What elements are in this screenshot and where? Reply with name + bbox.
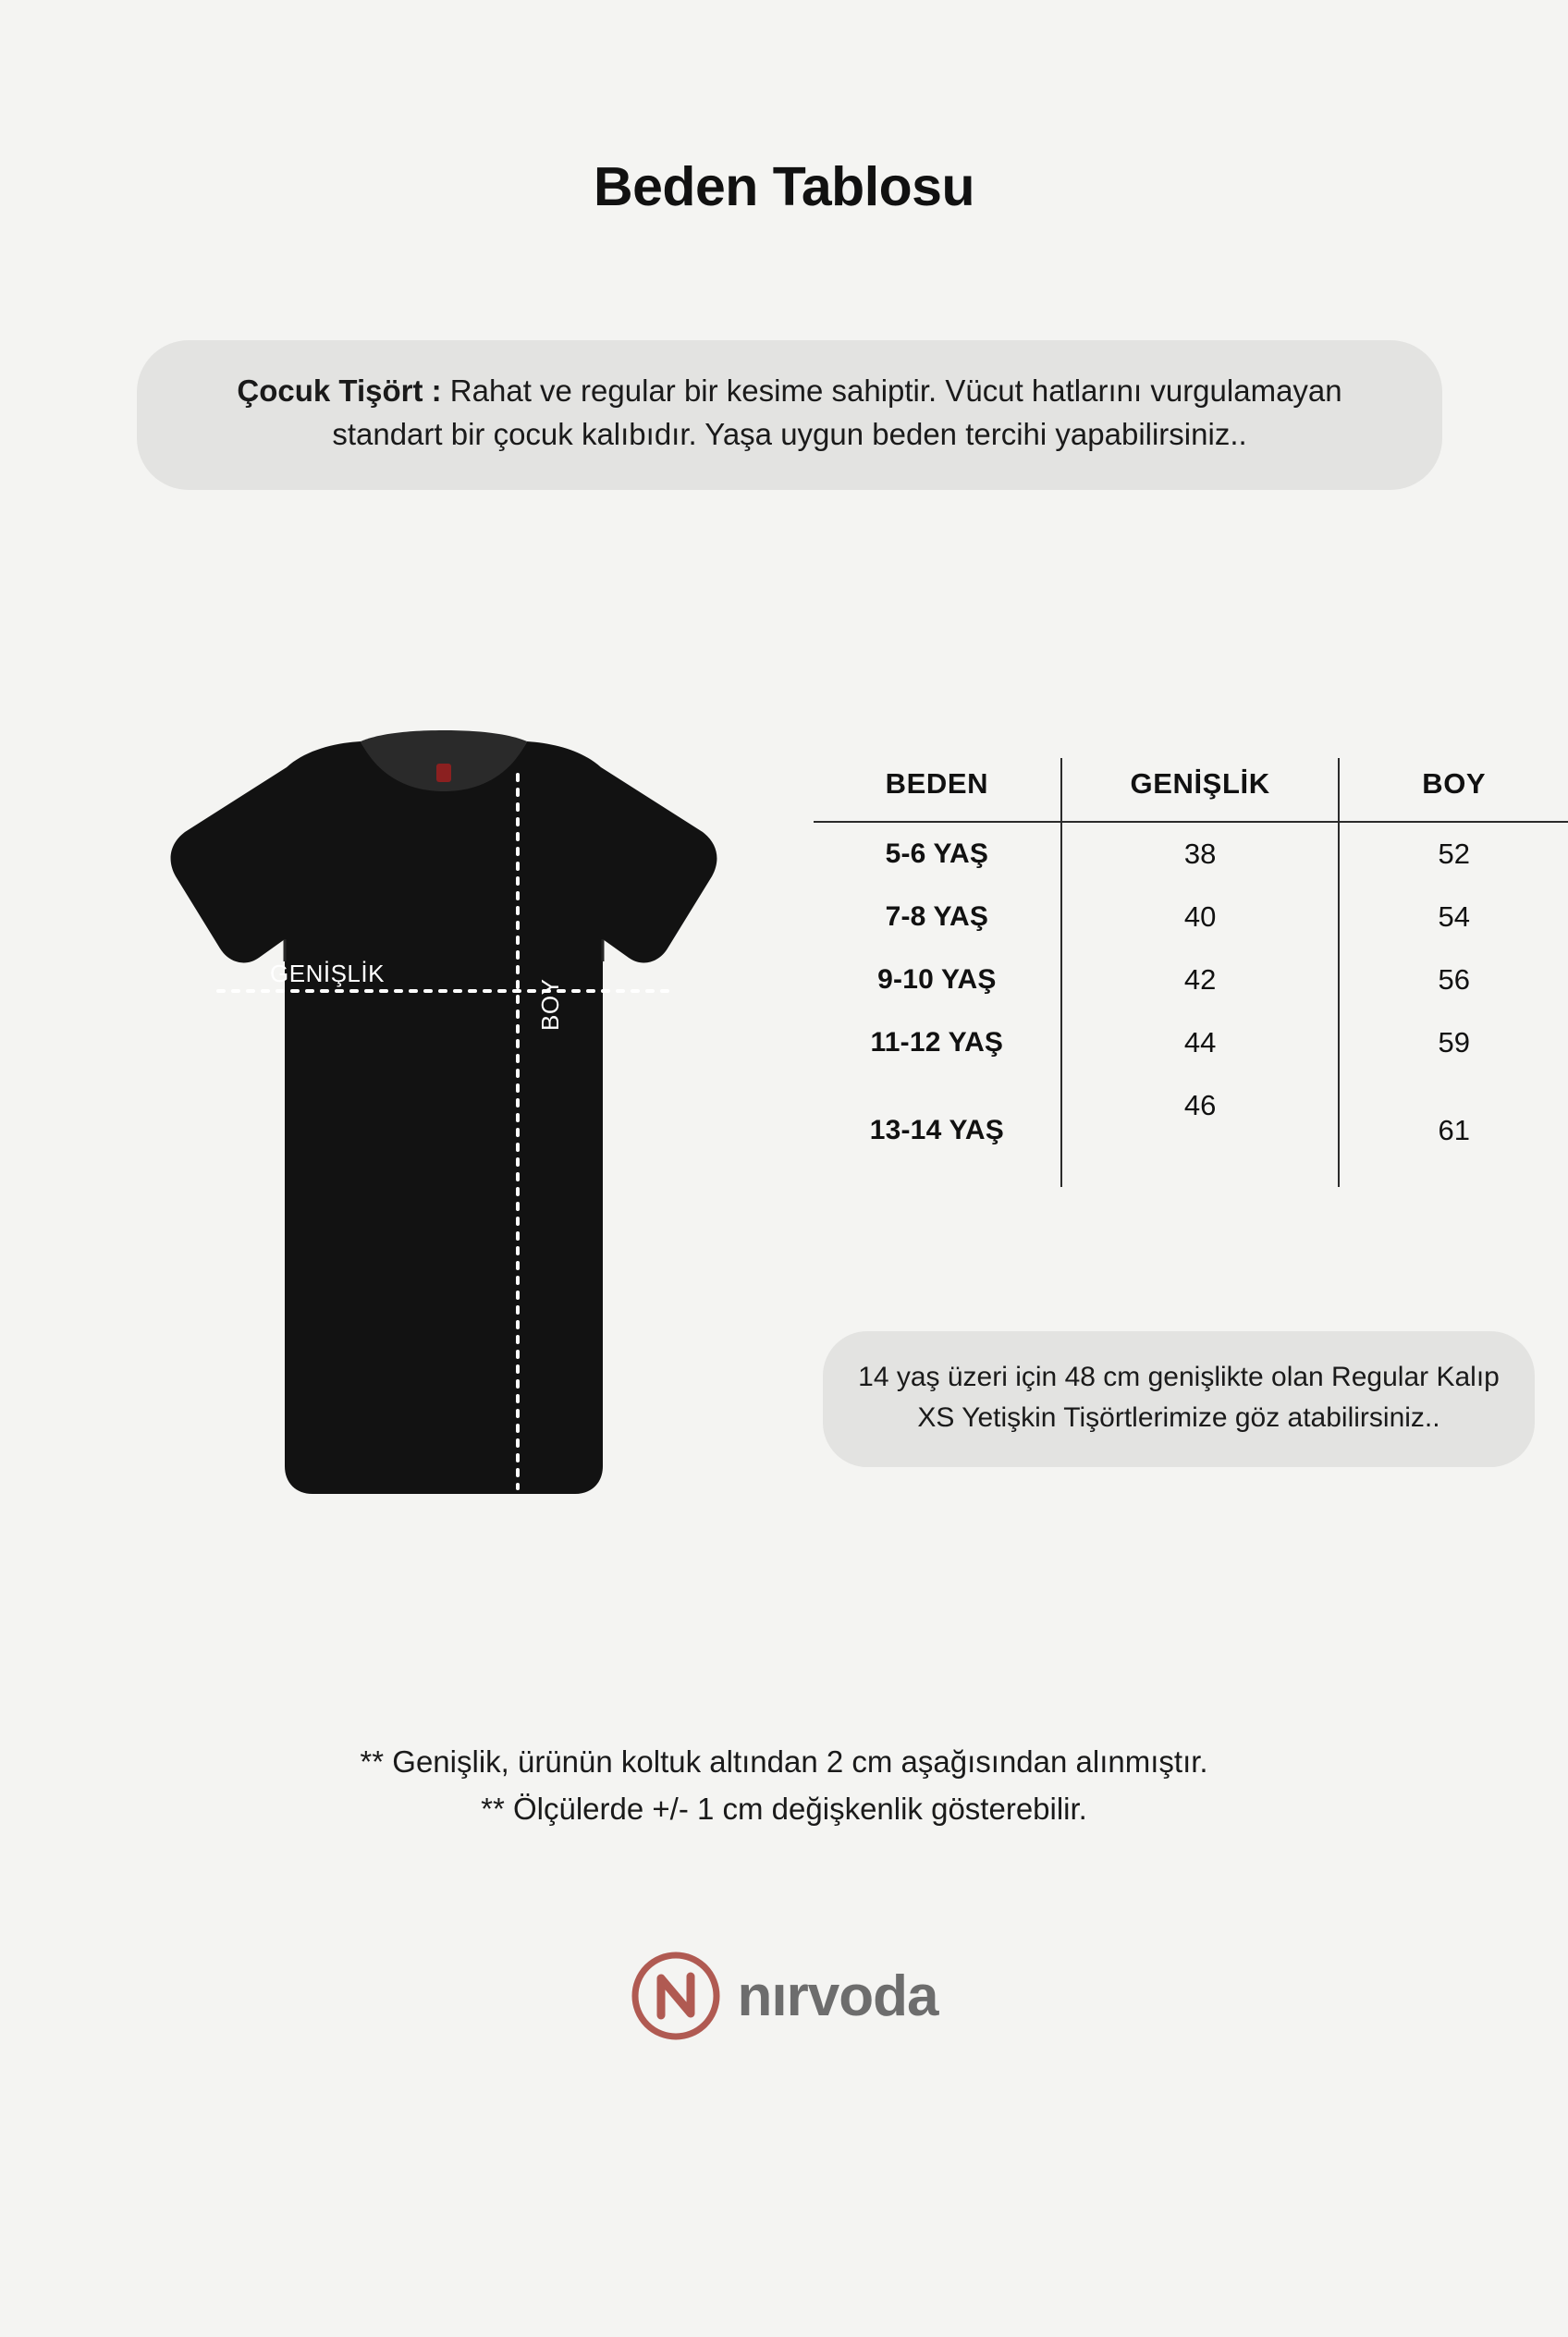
cell-beden: 5-6 YAŞ xyxy=(885,838,989,869)
illustration-length-label: BOY xyxy=(536,978,564,1031)
cell-beden: 13-14 YAŞ xyxy=(869,1115,1004,1145)
cell-genislik: 44 xyxy=(1061,1011,1340,1074)
size-table xyxy=(814,758,1568,1187)
adult-size-note-pill: 14 yaş üzeri için 48 cm genişlikte olan Regular Kalıp XS Yetişkin Tişörtlerimize göz atabilirsiniz.. xyxy=(823,1331,1535,1467)
header-beden: BEDEN xyxy=(885,767,989,800)
intro-label: Çocuk Tişört : xyxy=(237,373,442,408)
page-title: Beden Tablosu xyxy=(593,156,974,217)
cell-boy: 52 xyxy=(1438,838,1470,870)
footnote-2: ** Ölçülerde +/- 1 cm değişkenlik gösterebilir. xyxy=(481,1792,1087,1827)
size-table-body xyxy=(814,822,1568,1187)
header-boy: BOY xyxy=(1422,767,1487,800)
cell-boy: 61 xyxy=(1438,1114,1470,1146)
table-row xyxy=(814,886,1568,948)
intro-description-pill xyxy=(137,340,1442,490)
table-row xyxy=(814,1074,1568,1187)
cell-boy: 59 xyxy=(1438,1026,1470,1058)
footnotes xyxy=(0,1738,1568,1832)
cell-beden: 7-8 YAŞ xyxy=(885,901,989,932)
tshirt-body xyxy=(171,741,717,1494)
tshirt-svg xyxy=(55,730,832,1544)
cell-genislik: 46 xyxy=(1061,1074,1340,1187)
size-table-wrapper xyxy=(814,758,1568,1187)
tshirt-illustration xyxy=(55,730,832,1544)
size-table-head xyxy=(814,758,1568,822)
table-header-row xyxy=(814,758,1568,822)
cell-boy: 56 xyxy=(1438,963,1470,996)
table-row xyxy=(814,948,1568,1011)
cell-genislik: 42 xyxy=(1061,948,1340,1011)
cell-boy: 54 xyxy=(1438,900,1470,933)
cell-beden: 9-10 YAŞ xyxy=(877,964,997,995)
intro-text: Rahat ve regular bir kesime sahiptir. Vücut hatlarını vurgulamayan standart bir çocuk kalıbıdır. Yaşa uygun beden tercihi yapabilirsiniz.. xyxy=(332,373,1342,451)
brand-name: nırvoda xyxy=(737,1964,938,2028)
footnote-1: ** Genişlik, ürünün koltuk altından 2 cm aşağısından alınmıştır. xyxy=(360,1744,1208,1779)
table-row xyxy=(814,822,1568,886)
table-row xyxy=(814,1011,1568,1074)
cell-genislik: 38 xyxy=(1061,822,1340,886)
tshirt-brand-tag xyxy=(436,764,451,782)
cell-beden: 11-12 YAŞ xyxy=(870,1027,1004,1058)
header-genislik: GENİŞLİK xyxy=(1061,758,1340,822)
illustration-width-label: GENİŞLİK xyxy=(270,960,385,987)
cell-genislik: 40 xyxy=(1061,886,1340,948)
n-monogram-icon xyxy=(631,1951,721,2041)
brand-logo xyxy=(0,1951,1568,2041)
